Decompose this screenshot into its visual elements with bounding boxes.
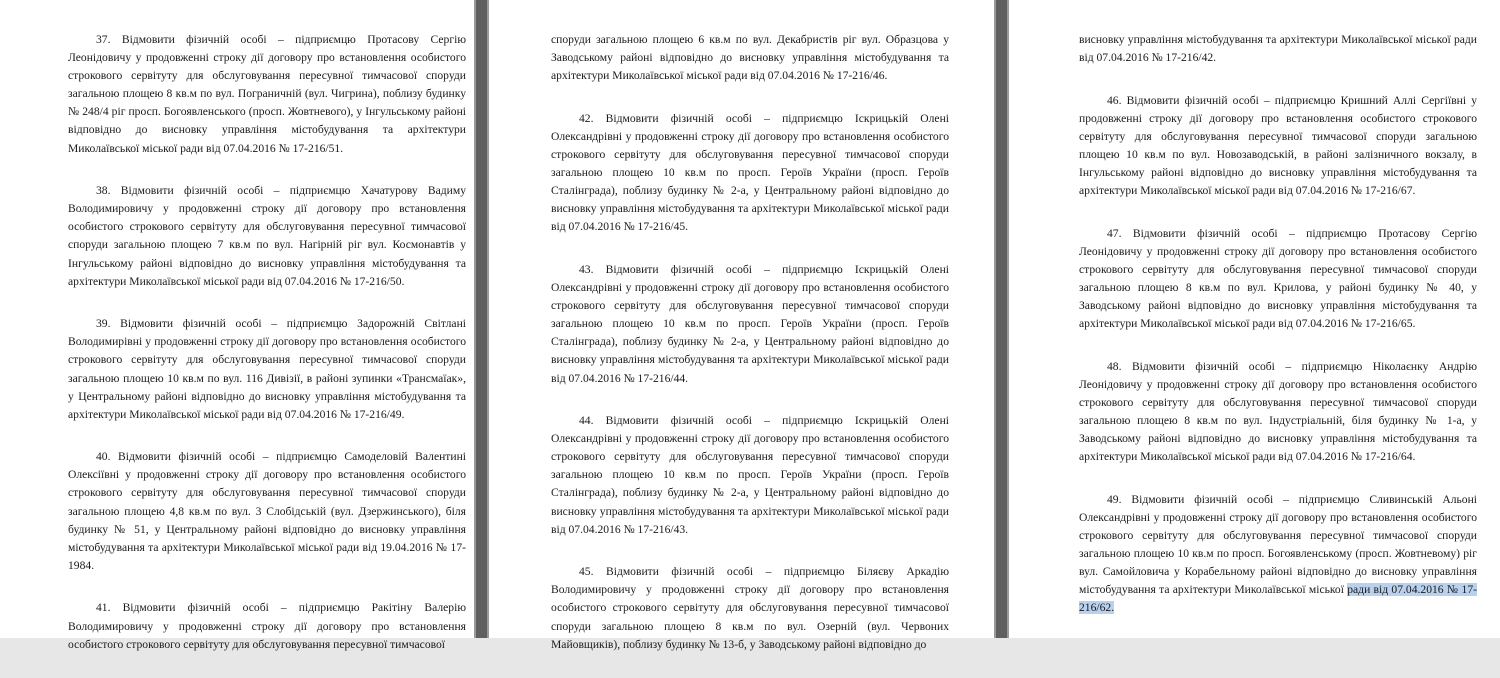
paragraph-41-continuation[interactable]: споруди загальною площею 6 кв.м по вул. Декабристів ріг вул. Образцова у Заводському районі відповідно до висновку управління містобудування та архітектури Миколаївської міської ради від 07.04.2016 № 17-216/46. [551,33,949,83]
page-gutter [994,0,1009,638]
paragraph-38[interactable]: 38. Відмовити фізичній особі – підприємцю Хачатурову Вадиму Володимировичу у продовженні строку дії договору про встановлення особистого строкового сервітуту для обслуговування пересувної тимчасової споруди загальною площею 7 кв.м по вул. Нагірній ріг вул. Космонавтів у Інгульському районі відповідно до висновку управління містобудування та архітектури Миколаївської міської ради від 07.04.2016 № 17-216/50. [68,184,466,288]
paragraph-41[interactable]: 41. Відмовити фізичній особі – підприємцю Ракітіну Валерію Володимировичу у продовженні строку дії договору про встановлення особистого строкового сервітуту для обслуговування пересувної тимчасової [68,601,466,651]
paragraph-45[interactable]: 45. Відмовити фізичній особі – підприємцю Біляєву Аркадію Володимировичу у продовженні строку дії договору про встановлення особистого строкового сервітуту для обслуговування пересувної тимчасової споруди загальною площею 8 кв.м по вул. Озерній (вул. Червоних Майовщиків), поблизу будинку № 13-б, у Заводському районі відповідно до [551,565,949,651]
paragraph-42[interactable]: 42. Відмовити фізичній особі – підприємцю Іскрицькій Олені Олександрівні у продовженні строку дії договору про встановлення особистого строкового сервітуту для обслуговування пересувної тимчасової споруди загальною площею 10 кв.м по просп. Героїв України (просп. Героїв Сталінграда), поблизу будинку № 2-а, у Центральному районі відповідно до висновку управління містобудування та архітектури Миколаївської міської ради від 07.04.2016 № 17-216/45. [551,111,949,234]
selected-text[interactable]: ради від 07.04.2016 № 17-216/62. [1079,583,1478,615]
paragraph-45-continuation[interactable]: висновку управління містобудування та архітектури Миколаївської міської ради від 07.04.2016 № 17-216/42. [1079,33,1477,65]
paragraph-43[interactable]: 43. Відмовити фізичній особі – підприємцю Іскрицькій Олені Олександрівні у продовженні строку дії договору про встановлення особистого строкового сервітуту для обслуговування пересувної тимчасової споруди загальною площею 10 кв.м по просп. Героїв України (просп. Героїв Сталінграда), поблизу будинку № 2-а, у Центральному районі відповідно до висновку управління містобудування та архітектури Миколаївської міської ради від 07.04.2016 № 17-216/44. [551,262,949,385]
paragraph-49-text: 49. Відмовити фізичній особі – підприємцю Сливинській Альоні Олександрівні у продовженні строку дії договору про встановлення особистого строкового сервітуту для обслуговування пересувної тимчасової споруди загальною площею 10 кв.м по просп. Богоявленському (просп. Жовтневому) ріг вул. Самойловича у Корабельному районі відповідно до висновку управління містобудування та архітектури Миколаївської міської [1079,492,1477,597]
document-page-1[interactable] [0,0,474,651]
paragraph-40[interactable]: 40. Відмовити фізичній особі – підприємцю Самоделовій Валентині Олексіївні у продовженні строку дії договору про встановлення особистого строкового сервітуту для обслуговування пересувної тимчасової споруди загальною площею 4,8 кв.м по вул. 3 Слобідській (вул. Дзержинського), біля будинку № 51, у Центральному районі відповідно до висновку управління містобудування та архітектури Миколаївської міської ради від 19.04.2016 № 17-1984. [68,450,466,572]
page-gutter [474,0,489,638]
paragraph-39[interactable]: 39. Відмовити фізичній особі – підприємцю Задорожній Світлані Володимирівні у продовженні строку дії договору про встановлення особистого строкового сервітуту для обслуговування пересувної тимчасової споруди загальною площею 10 кв.м по вул. 116 Дивізії, в районі зупинки «Трансмаїак», у Центральному районі відповідно до висновку управління містобудування та архітектури Миколаївської міської ради від 07.04.2016 № 17-216/49. [68,317,466,421]
paragraph-48[interactable]: 48. Відмовити фізичній особі – підприємцю Ніколаєнку Андрію Леонідовичу у продовженні строку дії договору про встановлення особистого строкового сервітуту для обслуговування пересувної тимчасової споруди загальною площею 8 кв.м по вул. Індустріальній, біля будинку № 1-а, у Заводському районі відповідно до висновку управління містобудування та архітектури Миколаївської міської ради від 07.04.2016 № 17-216/64. [1079,359,1477,464]
paragraph-49[interactable] [1079,491,1477,618]
page-2-text-column [551,31,949,678]
document-page-2[interactable] [489,0,994,651]
document-page-3[interactable] [1009,0,1500,638]
paragraph-47[interactable]: 47. Відмовити фізичній особі – підприємцю Протасову Сергію Леонідовичу у продовженні строку дії договору про встановлення особистого строкового сервітуту для обслуговування пересувної тимчасової споруди загальною площею 8 кв.м по вул. Крилова, у районі будинку № 40, у Заводському районі відповідно до висновку управління містобудування та архітектури Миколаївської міської ради від 07.04.2016 № 17-216/65. [1079,226,1477,331]
paragraph-46[interactable]: 46. Відмовити фізичній особі – підприємцю Кришний Аллі Сергіївні у продовженні строку дії договору про встановлення особистого строкового сервітуту для обслуговування пересувної тимчасової споруди загальною площею 10 кв.м по вул. Новозаводській, в районі залізничного вокзалу, в Інгульському районі відповідно до висновку управління містобудування та архітектури Миколаївської міської ради від 07.04.2016 № 17-216/67. [1079,93,1477,198]
page-1-text-column [68,31,466,678]
paragraph-44[interactable]: 44. Відмовити фізичній особі – підприємцю Іскрицькій Олені Олександрівні у продовженні строку дії договору про встановлення особистого строкового сервітуту для обслуговування пересувної тимчасової споруди загальною площею 10 кв.м по просп. Героїв України (просп. Героїв Сталінграда), поблизу будинку № 2-а, у Центральному районі відповідно до висновку управління містобудування та архітектури Миколаївської міської ради від 07.04.2016 № 17-216/43. [551,414,949,536]
page-3-text-column [1079,31,1477,642]
paragraph-37[interactable]: 37. Відмовити фізичній особі – підприємцю Протасову Сергію Леонідовичу у продовженні строку дії договору про встановлення особистого строкового сервітуту для обслуговування пересувної тимчасової споруди загальною площею 8 кв.м по вул. Пограничній (вул. Чигрина), поблизу будинку № 248/4 ріг просп. Богоявленського (просп. Жовтневого), у Інгульському районі відповідно до висновку управління містобудування та архітектури Миколаївської міської ради від 07.04.2016 № 17-216/51. [68,33,466,155]
